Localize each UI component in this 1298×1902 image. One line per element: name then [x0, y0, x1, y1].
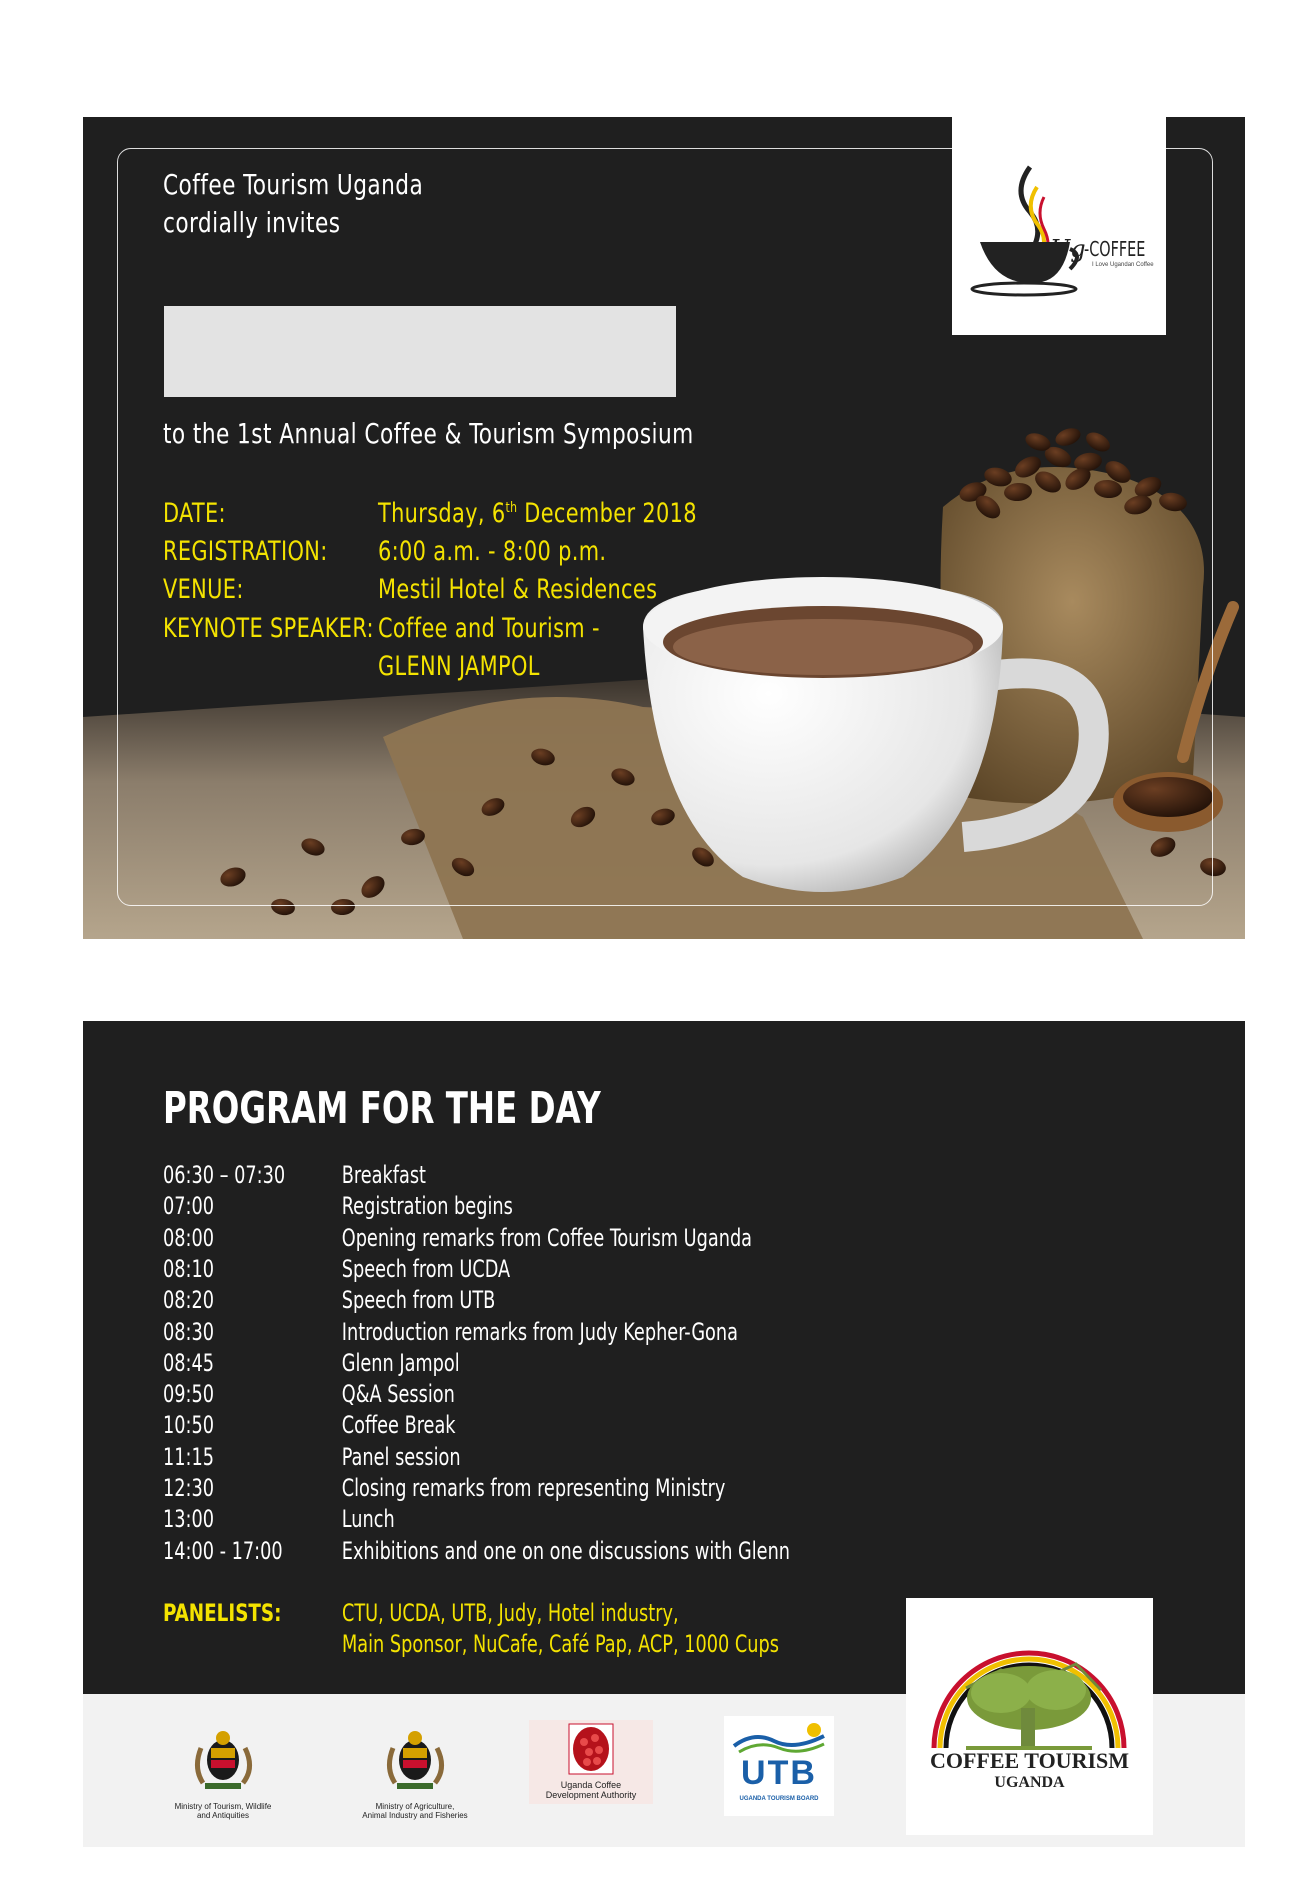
program-item-time: 10:50: [163, 1411, 215, 1440]
program-item-activity: Opening remarks from Coffee Tourism Uganda: [341, 1223, 753, 1252]
program-item-time: 08:20: [163, 1286, 215, 1315]
panelists-label: PANELISTS:: [163, 1599, 282, 1627]
program-item: [163, 1224, 752, 1255]
program-item: [163, 1380, 455, 1411]
program-item-time: 09:50: [163, 1380, 215, 1409]
coat-of-arms-icon: [163, 1718, 283, 1798]
program-item-activity: Closing remarks from representing Ministry: [341, 1474, 726, 1502]
program-item-activity: Panel session: [341, 1442, 461, 1471]
program-item-time: 11:15: [163, 1442, 215, 1471]
ministry-agriculture-name: Ministry of Agriculture, Animal Industry and Fisheries: [362, 1802, 468, 1820]
program-item: [163, 1505, 395, 1536]
program-item-time: 06:30 – 07:30: [163, 1161, 286, 1189]
program-item: [163, 1286, 495, 1317]
program-item: [163, 1161, 426, 1192]
date-label: DATE:: [163, 498, 226, 529]
utb-logo: [724, 1716, 834, 1816]
logo-tagline: I Love Ugandan Coffee: [1092, 262, 1154, 268]
registration-label: REGISTRATION:: [163, 536, 328, 567]
ministry-tourism-logo: [163, 1718, 283, 1828]
program-item-time: 08:10: [163, 1254, 215, 1283]
program-item: [163, 1474, 725, 1505]
program-item: [163, 1318, 738, 1349]
program-item: [163, 1537, 790, 1568]
program-item-time: 08:30: [163, 1317, 215, 1346]
logo-brand-suffix: -COFFEE: [1084, 237, 1146, 261]
program-item: [163, 1192, 513, 1223]
ucda-name: Uganda Coffee Development Authority: [545, 1780, 637, 1800]
program-item-activity: Speech from UTB: [341, 1286, 496, 1315]
ctu-name-line-2: UGANDA: [994, 1774, 1065, 1791]
venue-label: VENUE:: [163, 574, 244, 605]
org-name: Coffee Tourism Uganda: [163, 168, 424, 201]
coat-of-arms-icon: [350, 1718, 480, 1798]
utb-fullname: UGANDA TOURISM BOARD: [739, 1796, 819, 1802]
program-item: [163, 1255, 510, 1286]
ctu-name-line-1: COFFEE TOURISM: [929, 1748, 1130, 1773]
keynote-value: Coffee and Tourism -: [378, 613, 600, 644]
invites-text: cordially invites: [163, 206, 341, 239]
guest-name-field: [164, 306, 676, 397]
panelists-line-1: CTU, UCDA, UTB, Judy, Hotel industry,: [342, 1599, 679, 1627]
program-item-time: 12:30: [163, 1474, 215, 1502]
program-item-time: 08:00: [163, 1223, 215, 1252]
keynote-label: KEYNOTE SPEAKER:: [163, 613, 374, 644]
panelists-line-2: Main Sponsor, NuCafe, Café Pap, ACP, 1000 Cups: [342, 1630, 779, 1658]
coffee-cherry-icon: [529, 1720, 653, 1780]
svg-text:Ug: Ug: [1050, 235, 1086, 263]
program-item-activity: Lunch: [341, 1505, 395, 1534]
invitation-card: [83, 117, 1245, 939]
utb-letters: UTB: [741, 1754, 817, 1792]
program-item-time: 08:45: [163, 1348, 215, 1377]
date-value: Thursday, 6th December 2018: [378, 498, 697, 529]
keynote-speaker-name: GLENN JAMPOL: [378, 651, 540, 682]
program-item-time: 13:00: [163, 1505, 215, 1534]
ucda-logo: [529, 1720, 653, 1804]
program-item-activity: Registration begins: [341, 1192, 513, 1221]
coffee-tourism-uganda-logo: [906, 1598, 1153, 1835]
program-item: [163, 1349, 460, 1380]
program-card: [83, 1021, 1245, 1847]
tree-arch-icon: [906, 1598, 1153, 1768]
coffee-cup-icon: [952, 117, 1166, 335]
program-item-activity: Breakfast: [341, 1161, 426, 1189]
program-item-activity: Speech from UCDA: [341, 1254, 511, 1283]
program-item-time: 14:00 - 17:00: [163, 1536, 283, 1565]
ministry-tourism-name: Ministry of Tourism, Wildlife and Antiquities: [174, 1802, 272, 1820]
program-item-activity: Coffee Break: [341, 1411, 456, 1440]
program-item: [163, 1443, 461, 1474]
program-item-time: 07:00: [163, 1192, 215, 1221]
utb-wave-icon: [724, 1716, 834, 1756]
program-title: PROGRAM FOR THE DAY: [163, 1083, 601, 1134]
program-item-activity: Exhibitions and one on one discussions with Glenn: [341, 1536, 791, 1565]
ministry-agriculture-logo: [350, 1718, 480, 1828]
program-item-activity: Introduction remarks from Judy Kepher-Gona: [341, 1317, 738, 1346]
program-item: [163, 1411, 456, 1442]
registration-value: 6:00 a.m. - 8:00 p.m.: [378, 536, 607, 567]
program-item-activity: Glenn Jampol: [341, 1348, 460, 1377]
event-title: to the 1st Annual Coffee & Tourism Symposium: [163, 417, 694, 450]
venue-value: Mestil Hotel & Residences: [378, 574, 658, 605]
program-item-activity: Q&A Session: [341, 1380, 455, 1409]
ug-coffee-logo: [952, 117, 1166, 335]
